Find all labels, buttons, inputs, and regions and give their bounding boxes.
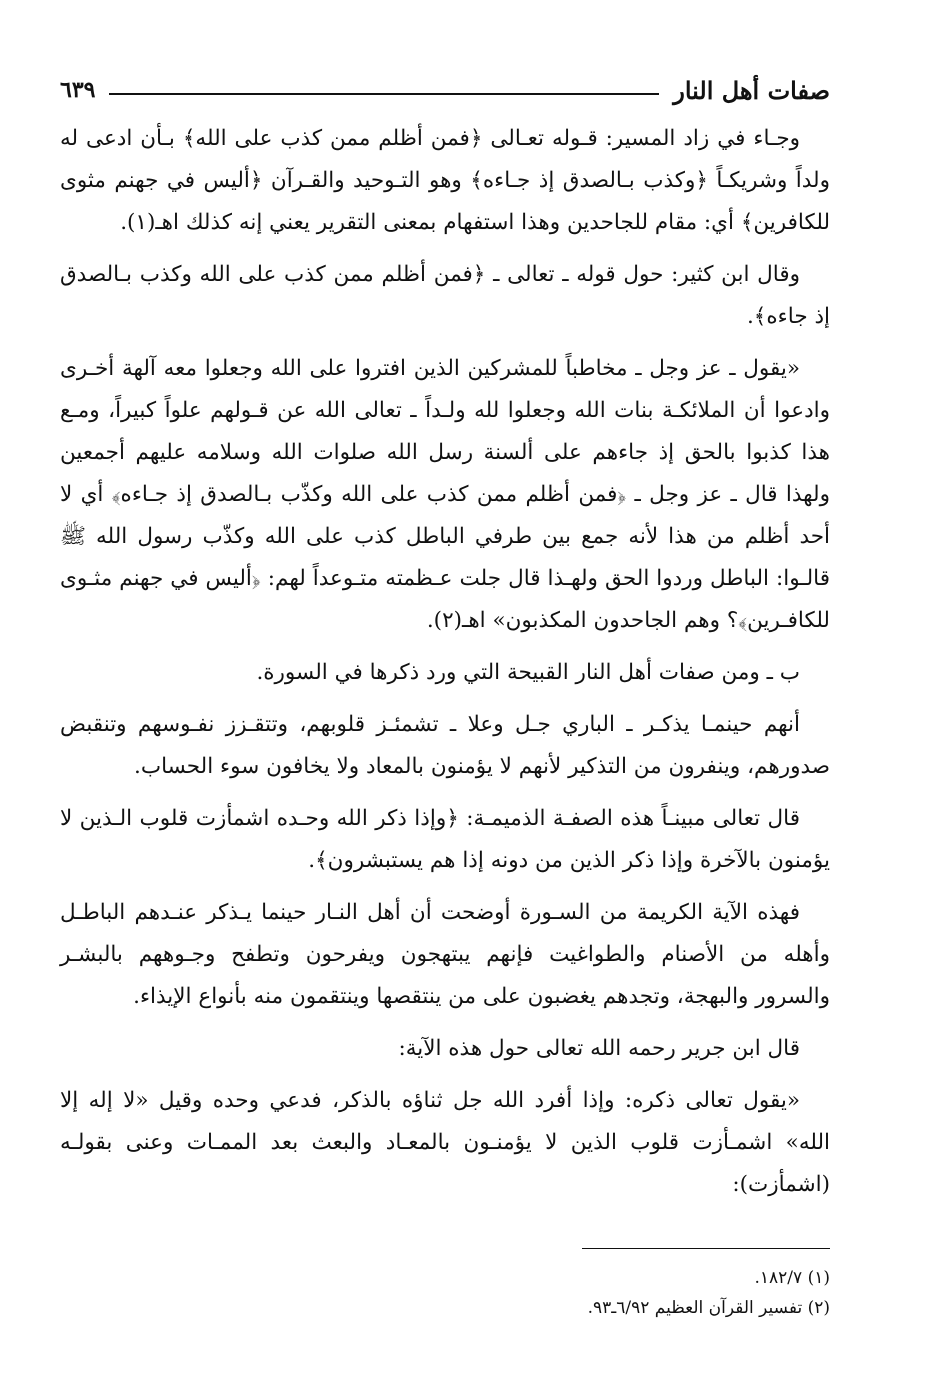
running-header [60,70,830,110]
footnote-2: (٢) تفسير القرآن العظيم ٦/٩٢ـ٩٣. [587,1298,830,1318]
body-text [60,118,830,1206]
paragraph-disgust-description: أنهم حينمـا يذكـر ـ الباري جـل وعلا ـ تشمئـز قلوبهم، وتتقـزز نفـوسهم وتنقبض صدورهم، وينفرون من التذكير لأنهم لا يؤمنون بالمعاد ولا يخافون سوء الحساب. [60,712,830,779]
footnote-1: (١) ١٨٢/٧. [754,1268,830,1288]
paragraph-verse-quote: قال تعالى مبينـاً هذه الصفـة الذميمـة: ﴿وإذا ذكر الله وحـده اشمأزت قلوب الـذين لا يؤمنون بالآخرة وإذا ذكر الذين من دونه إذا هم يستبشرون﴾. [60,806,830,873]
header-rule [109,93,659,95]
paragraph-zad-almasir: وجـاء في زاد المسير: قـوله تعـالى ﴿فمن أظلم ممن كذب على الله﴾ بـأن ادعى له ولداً وشريكـاً ﴿وكذب بـالصدق إذ جـاءه﴾ وهو التـوحيد والقـرآن ﴿أليس في جهنم مثوى للكافرين﴾ أي: مقام للجاحدين وهذا استفهام بمعنى التقرير يعني إنه كذلك اهـ(١). [60,126,830,235]
document-page [60,70,830,1323]
running-title: صفات أهل النار [673,75,830,105]
footnote-rule [582,1248,830,1249]
paragraph-ibn-jarir-quote: «يقول تعالى ذكره: وإذا أفرد الله جل ثناؤه بالذكر، فدعي وحده وقيل «لا إله إلا الله» اشمـأزت قلوب الذين لا يؤمنـون بالمعـاد والبعث بعد الممـات وعنى بقولـه (اشمأزت): [60,1088,830,1197]
paragraph-ibn-kathir-quote: «يقول ـ عز وجل ـ مخاطباً للمشركين الذين افتروا على الله وجعلوا معه آلهة أخـرى وادعوا أن الملائكـة بنات الله وجعلوا لله ولـداً ـ تعالى الله عن قـولهم علواً كبيراً، ومـع هذا كذبوا بالحق إذ جاءهم على ألسنة رسل الله صلوات الله وسلامه عليهم أجمعين ولهذا قال ـ عز وجل ـ ﴿فمن أظلم ممن كذب على الله وكذّب بـالصدق إذ جـاءه﴾ أي لا أحد أظلم من هذا لأنه جمع بين طرفي الباطل كذب على الله وكذّب رسول الله ﷺ قالـوا: الباطل وردوا الحق ولهـذا قال جلت عـظمته متـوعداً لهم: ﴿أليس في جهنم مثـوى للكافـرين﴾؟ وهم الجاحدون المكذبون» اهـ(٢). [60,356,830,633]
paragraph-verse-explanation: فهذه الآية الكريمة من السـورة أوضحت أن أهل النـار حينما يـذكر عنـدهم الباطـل وأهله من الأصنام والطواغيت فإنهم يبتهجون ويفرحون وتطفح وجـوههم بالبشـر والسرور والبهجة، وتجدهم يغضبون على من ينتقصها وينتقمون منه بأنواع الإيذاء. [60,900,830,1009]
page-number: ٦٣٩ [60,77,96,103]
section-heading-b: ب ـ ومن صفات أهل النار القبيحة التي ورد ذكرها في السورة. [256,660,800,685]
paragraph-ibn-kathir-intro: وقال ابن كثير: حول قوله ـ تعالى ـ ﴿فمن أظلم ممن كذب على الله وكذب بـالصدق إذ جاءه﴾. [60,262,830,329]
paragraph-ibn-jarir-intro: قال ابن جرير رحمه الله تعالى حول هذه الآية: [398,1036,800,1061]
